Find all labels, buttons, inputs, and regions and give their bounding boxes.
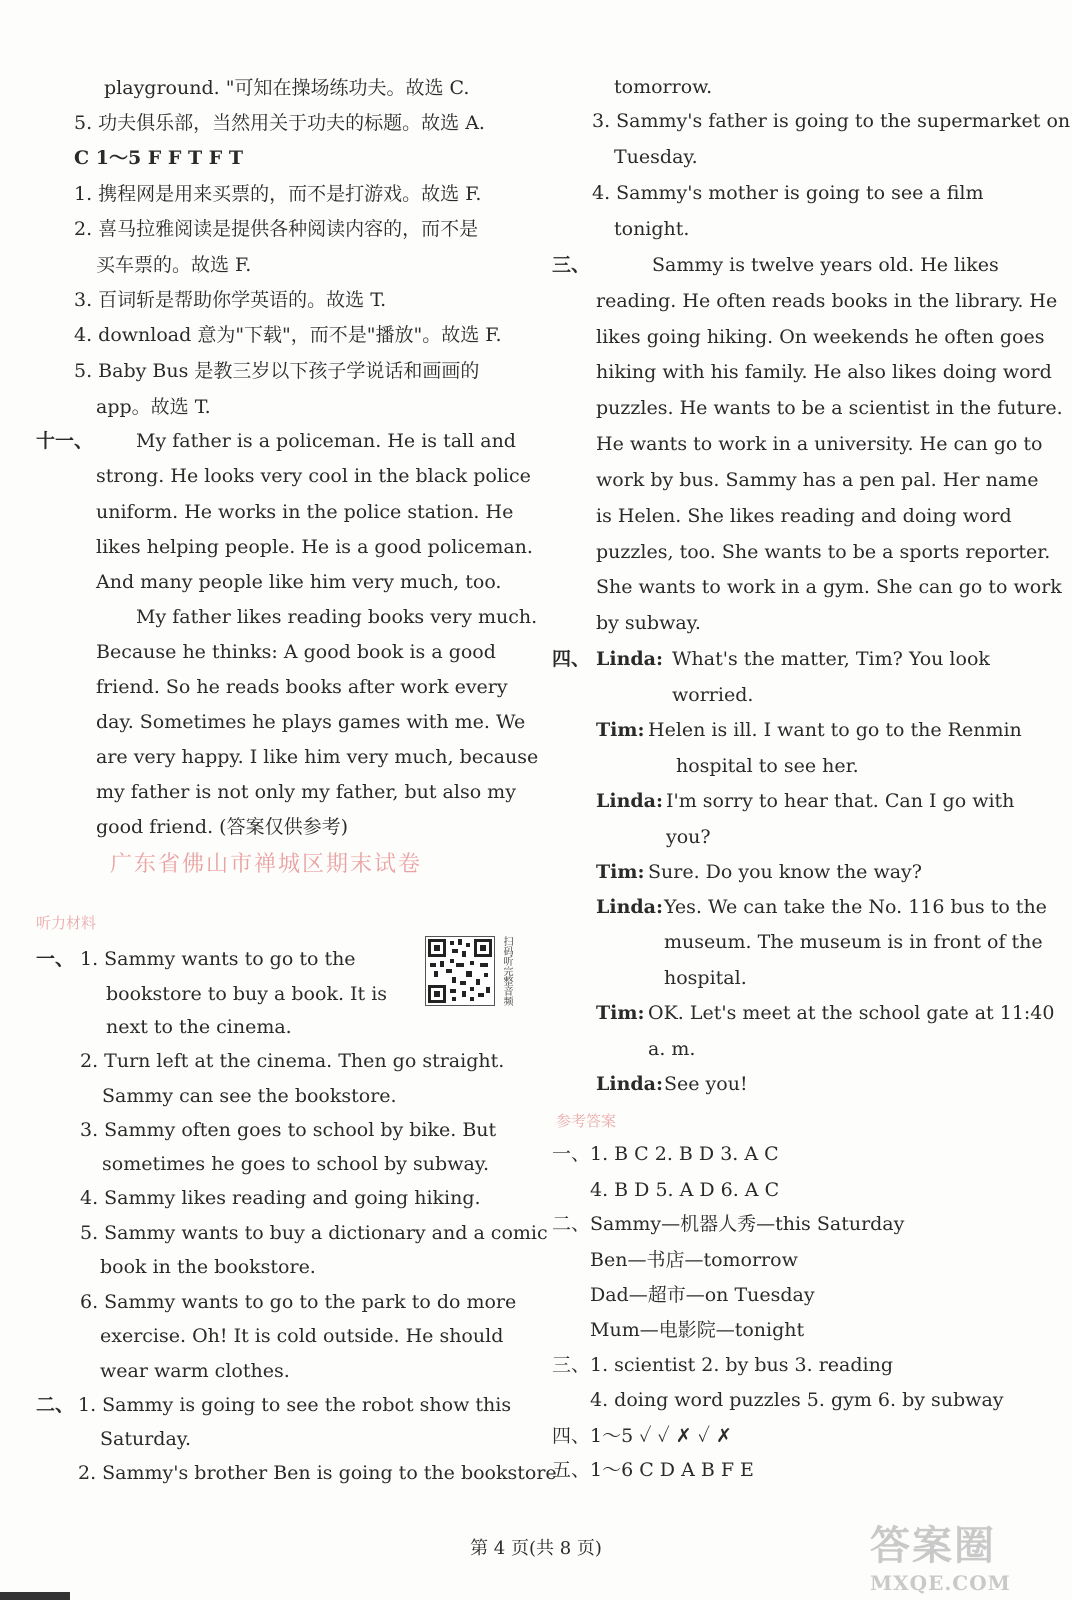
passage-line: likes going hiking. On weekends he often goes xyxy=(596,326,1045,348)
passage-line: by subway. xyxy=(596,612,701,634)
listening-material-label: 听力材料 xyxy=(36,914,97,932)
passage-line: reading. He often reads books in the library. He xyxy=(596,290,1058,312)
essay-line: strong. He looks very cool in the black police xyxy=(96,465,531,487)
section-number: 十一、 xyxy=(36,430,94,452)
answer-line: 4. doing word puzzles 5. gym 6. by subway xyxy=(590,1389,1004,1411)
passage-line: is Helen. She likes reading and doing word xyxy=(596,505,1012,527)
speaker-name: Linda: xyxy=(596,790,664,812)
dialogue-line: hospital. xyxy=(664,967,747,989)
script-line: 5. Sammy wants to buy a dictionary and a comic xyxy=(80,1222,548,1244)
exam-title: 广东省佛山市禅城区期末试卷 xyxy=(110,852,423,877)
essay-line: day. Sometimes he plays games with me. We xyxy=(96,711,526,733)
script-line: Saturday. xyxy=(100,1428,192,1450)
answer-line: 4. B D 5. A D 6. A C xyxy=(590,1179,780,1201)
watermark-logo xyxy=(870,1514,1050,1594)
text-line: 5. 功夫俱乐部，当然用关于功夫的标题。故选 A. xyxy=(74,112,485,134)
essay-line: good friend. (答案仅供参考) xyxy=(96,816,348,838)
script-line: wear warm clothes. xyxy=(100,1360,290,1382)
corner-bar xyxy=(0,1592,70,1600)
script-line: bookstore to buy a book. It is xyxy=(106,983,388,1005)
dialogue-line: hospital to see her. xyxy=(676,755,859,777)
passage-line: hiking with his family. He also likes doing word xyxy=(596,361,1052,383)
passage-line: Sammy is twelve years old. He likes xyxy=(652,254,999,276)
passage-line: puzzles, too. She wants to be a sports reporter. xyxy=(596,541,1051,563)
script-line: tomorrow. xyxy=(614,76,713,98)
script-line: 4. Sammy likes reading and going hiking. xyxy=(80,1187,481,1209)
speaker-name: Tim: xyxy=(596,1002,645,1024)
qr-caption: 扫码听完整音频 xyxy=(501,936,512,1006)
answer-line: 二、Sammy—机器人秀—this Saturday xyxy=(552,1213,905,1235)
passage-line: She wants to work in a gym. She can go to work xyxy=(596,576,1062,598)
text-line: 3. 百词斩是帮助你学英语的。故选 T. xyxy=(74,289,387,311)
page-footer: 第 4 页(共 8 页) xyxy=(470,1538,602,1559)
section-c-answers: C 1～5 F F T F T xyxy=(74,147,243,169)
dialogue-line: What's the matter, Tim? You look xyxy=(672,648,990,670)
script-line: 3. Sammy often goes to school by bike. But xyxy=(80,1119,497,1141)
script-line: 6. Sammy wants to go to the park to do more xyxy=(80,1291,517,1313)
answer-line: Ben—书店—tomorrow xyxy=(590,1249,798,1271)
script-line: Tuesday. xyxy=(614,146,698,168)
speaker-name: Tim: xyxy=(596,719,645,741)
passage-line: work by bus. Sammy has a pen pal. Her name xyxy=(596,469,1039,491)
text-line: 1. 携程网是用来买票的，而不是打游戏。故选 F. xyxy=(74,183,482,205)
script-line: 3. Sammy's father is going to the supermarket on xyxy=(592,110,1071,132)
qr-code-icon[interactable] xyxy=(425,936,495,1006)
answer-line: 五、1～6 C D A B F E xyxy=(552,1459,754,1481)
dialogue-line: museum. The museum is in front of the xyxy=(664,931,1043,953)
essay-line: uniform. He works in the police station. He xyxy=(96,501,514,523)
text-line: 2. 喜马拉雅阅读是提供各种阅读内容的，而不是 xyxy=(74,218,479,240)
script-line: 1. Sammy is going to see the robot show this xyxy=(78,1394,512,1416)
text-line: 5. Baby Bus 是教三岁以下孩子学说话和画画的 xyxy=(74,360,480,382)
section-number: 四、 xyxy=(552,648,591,670)
dialogue-line: a. m. xyxy=(648,1038,696,1060)
section-number: 二、 xyxy=(36,1394,75,1416)
script-line: 4. Sammy's mother is going to see a film xyxy=(592,182,984,204)
answers-label: 参考答案 xyxy=(556,1112,617,1130)
section-number: 一、 xyxy=(36,948,75,970)
watermark-top: 答案圈 xyxy=(870,1522,996,1569)
answer-line: 四、1～5 ✓ ✓ ✗ ✓ ✗ xyxy=(552,1425,732,1447)
watermark-bottom: MXQE.COM xyxy=(870,1571,1011,1595)
essay-line: are very happy. I like him very much, because xyxy=(96,746,539,768)
text-line: 4. download 意为"下载"，而不是"播放"。故选 F. xyxy=(74,324,502,346)
answer-line: 一、1. B C 2. B D 3. A C xyxy=(552,1143,779,1165)
dialogue-line: you? xyxy=(666,826,711,848)
script-line: book in the bookstore. xyxy=(100,1256,316,1278)
essay-line: my father is not only my father, but also my xyxy=(96,781,516,803)
dialogue-line: I'm sorry to hear that. Can I go with xyxy=(666,790,1015,812)
answer-line: Mum—电影院—tonight xyxy=(590,1319,805,1341)
section-number: 三、 xyxy=(552,254,591,276)
dialogue-line: Helen is ill. I want to go to the Renmin xyxy=(648,719,1022,741)
passage-line: puzzles. He wants to be a scientist in the future. xyxy=(596,397,1063,419)
dialogue-line: OK. Let's meet at the school gate at 11:40 xyxy=(648,1002,1055,1024)
essay-line: friend. So he reads books after work every xyxy=(96,676,508,698)
speaker-name: Linda: xyxy=(596,648,664,670)
essay-line: My father is a policeman. He is tall and xyxy=(136,430,516,452)
dialogue-line: See you! xyxy=(664,1073,748,1095)
text-line: app。故选 T. xyxy=(96,396,211,418)
answer-line: Dad—超市—on Tuesday xyxy=(590,1284,815,1306)
dialogue-line: Sure. Do you know the way? xyxy=(648,861,922,883)
speaker-name: Linda: xyxy=(596,1073,664,1095)
script-line: next to the cinema. xyxy=(106,1016,292,1038)
speaker-name: Linda: xyxy=(596,896,664,918)
dialogue-line: worried. xyxy=(672,684,754,706)
essay-line: Because he thinks: A good book is a good xyxy=(96,641,496,663)
script-line: 1. Sammy wants to go to the xyxy=(80,948,356,970)
dialogue-line: Yes. We can take the No. 116 bus to the xyxy=(664,896,1047,918)
passage-line: He wants to work in a university. He can go to xyxy=(596,433,1043,455)
script-line: sometimes he goes to school by subway. xyxy=(102,1153,490,1175)
essay-line: likes helping people. He is a good policeman. xyxy=(96,536,533,558)
script-line: exercise. Oh! It is cold outside. He should xyxy=(100,1325,504,1347)
script-line: 2. Turn left at the cinema. Then go straight. xyxy=(80,1050,505,1072)
text-line: playground. "可知在操场练功夫。故选 C. xyxy=(104,77,470,99)
script-line: tonight. xyxy=(614,218,690,240)
essay-line: My father likes reading books very much. xyxy=(136,606,538,628)
essay-line: And many people like him very much, too. xyxy=(96,571,502,593)
script-line: Sammy can see the bookstore. xyxy=(102,1085,397,1107)
speaker-name: Tim: xyxy=(596,861,645,883)
script-line: 2. Sammy's brother Ben is going to the bookstore xyxy=(78,1462,557,1484)
answer-line: 三、1. scientist 2. by bus 3. reading xyxy=(552,1354,894,1376)
text-line: 买车票的。故选 F. xyxy=(96,254,252,276)
